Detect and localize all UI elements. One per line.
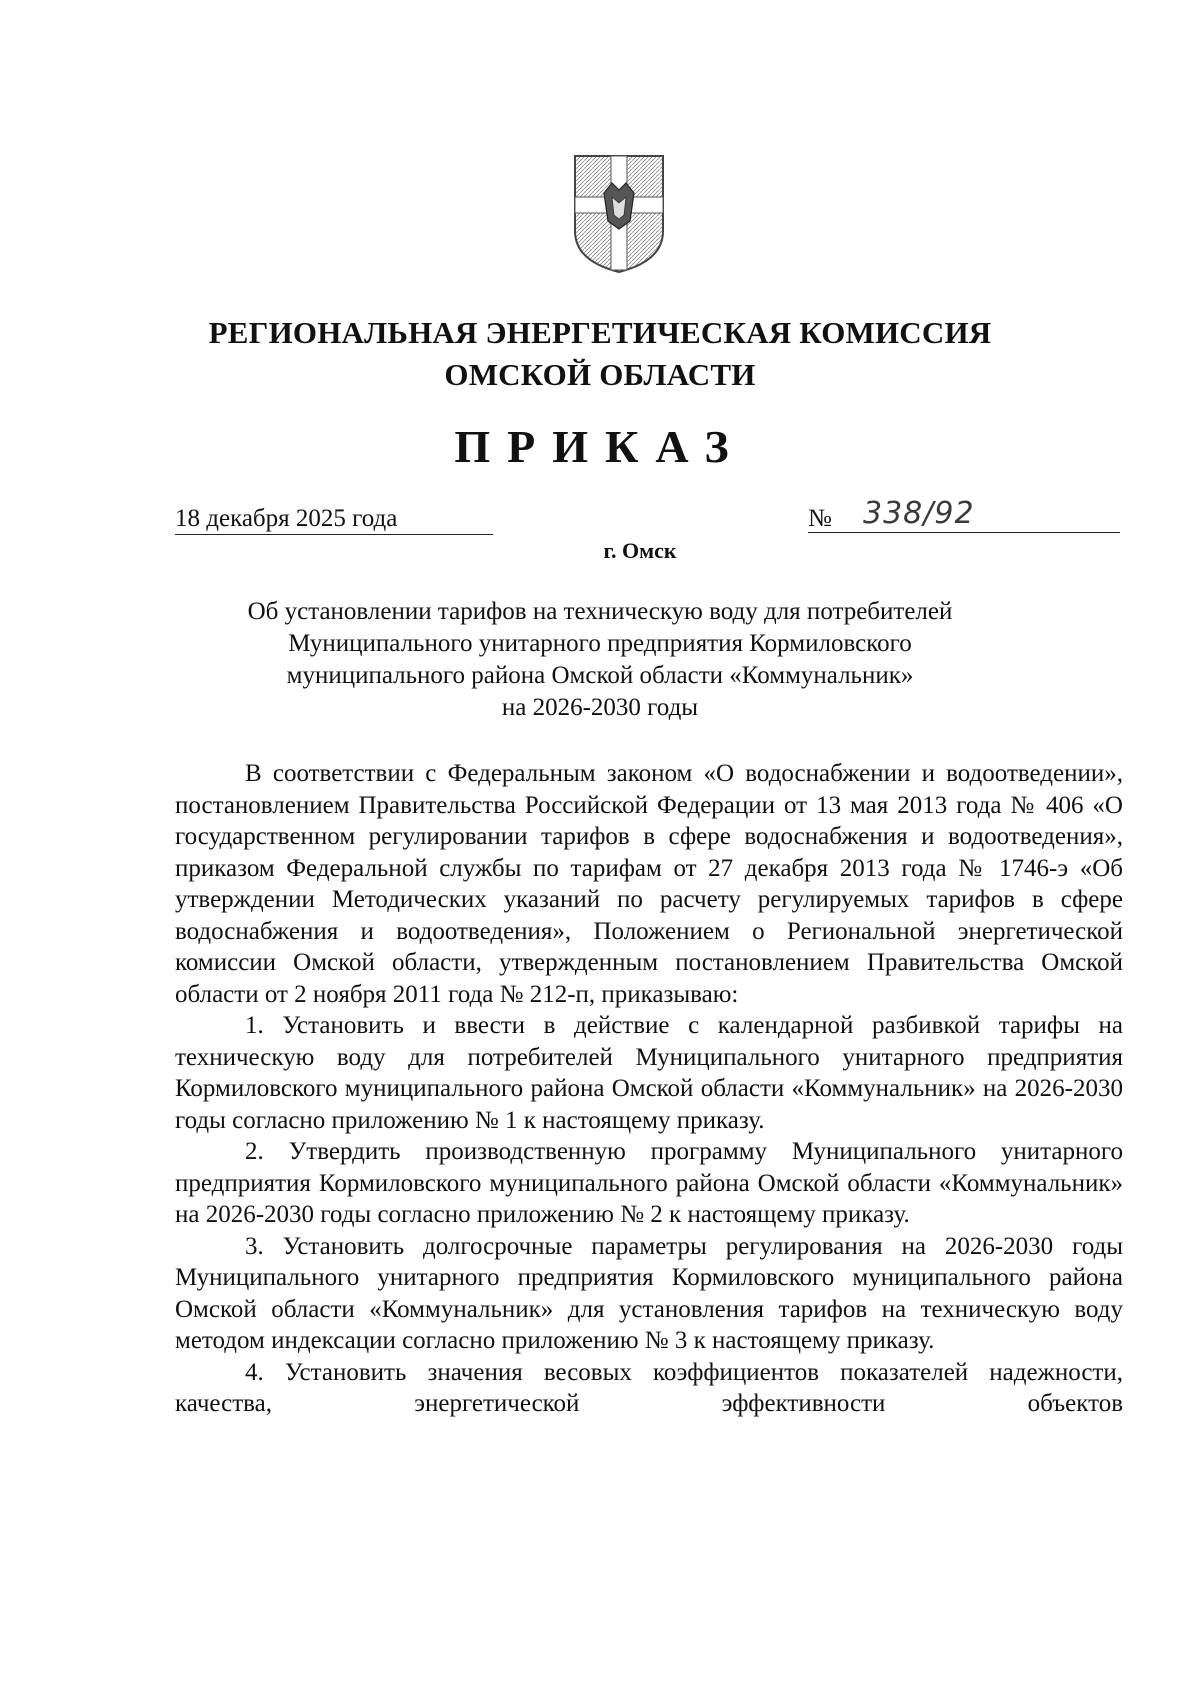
item-1-paragraph: 1. Установить и ввести в действие с календарной разбивкой тарифы на техническую воду для потребителей Муниципального унитарного предприятия Кормиловского муниципального района Омской области «Коммунальник» на 2026-2030 годы согласно приложению № 1 к настоящему приказу.: [175, 1012, 1123, 1134]
subject-line-3: муниципального района Омской области «Коммунальник»: [286, 662, 914, 689]
item-2-paragraph: 2. Утвердить производственную программу Муниципального унитарного предприятия Кормиловского муниципального района Омской области «Коммунальник» на 2026-2030 годы согласно приложению № 2 к настоящему приказу.: [175, 1138, 1123, 1228]
document-subject: [200, 596, 1000, 724]
item-3-paragraph: 3. Установить долгосрочные параметры регулирования на 2026-2030 годы Муниципального унитарного предприятия Кормиловского муниципального района Омской области «Коммунальник» для установления тарифов на техническую воду методом индексации согласно приложению № 3 к настоящему приказу.: [175, 1232, 1123, 1354]
document-number-handwritten: 338/92: [863, 496, 975, 531]
document-city: г. Омск: [603, 538, 677, 563]
document-type-heading: ПРИКАЗ: [454, 421, 746, 472]
item-4-paragraph: 4. Установить значения весовых коэффициентов показателей надежности, качества, энергетической эффективности объектов: [175, 1358, 1123, 1417]
subject-line-4: на 2026-2030 годы: [501, 694, 699, 721]
coat-of-arms-emblem: [572, 153, 666, 275]
subject-line-1: Об установлении тарифов на техническую воду для потребителей: [247, 598, 953, 625]
organization-title: [180, 312, 1020, 396]
document-body: [175, 758, 1123, 1420]
number-sign: №: [808, 505, 832, 532]
preamble-paragraph: В соответствии с Федеральным законом «О водоснабжении и водоотведении», постановлением Правительства Российской Федерации от 13 мая 2013 года № 406 «О государственном регулировании тарифов в сфере водоснабжения и водоотведения», приказом Федеральной службы по тарифам от 27 декабря 2013 года № 1746-э «Об утверждении Методических указаний по расчету регулируемых тарифов в сфере водоснабжения и водоотведения», Положением о Региональной энергетической комиссии Омской области, утвержденным постановлением Правительства Омской области от 2 ноября 2011 года № 212-п, приказываю:: [175, 760, 1123, 1008]
subject-line-2: Муниципального унитарного предприятия Кормиловского: [288, 630, 912, 657]
document-number-field: [808, 496, 1120, 533]
organization-title-line-1: РЕГИОНАЛЬНАЯ ЭНЕРГЕТИЧЕСКАЯ КОМИССИЯ: [208, 315, 992, 350]
organization-title-line-2: ОМСКОЙ ОБЛАСТИ: [444, 357, 756, 392]
document-date: 18 декабря 2025 года: [175, 505, 493, 535]
